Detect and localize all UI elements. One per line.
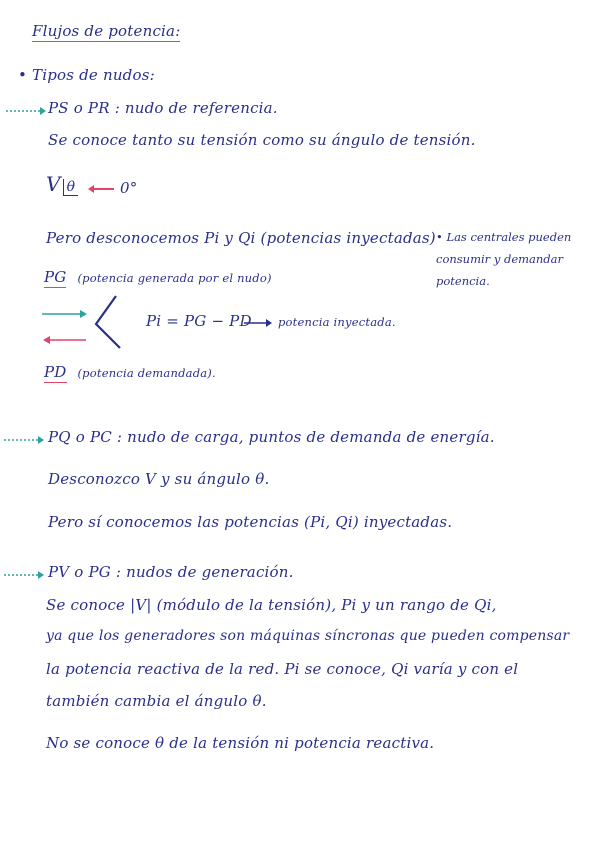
pi-equation: Pi = PG − PD <box>146 312 252 330</box>
node-diagram <box>40 290 130 350</box>
pv-line3: la potencia reactiva de la red. Pi se conoce, Qi varía y con el <box>46 660 519 678</box>
pr-line1: Se conoce tanto su tensión como su ángulo de tensión. <box>48 131 476 149</box>
pv-line5: No se conoce θ de la tensión ni potencia reactiva. <box>46 734 435 752</box>
arrow-to-result <box>244 318 272 328</box>
pq-line1: Desconozco V y su ángulo θ. <box>48 470 270 488</box>
arrow-pr <box>6 106 46 116</box>
pg-line: PG (potencia generada por el nudo) <box>44 268 272 286</box>
zero-degree: 0° <box>120 179 138 197</box>
pr-heading: PS o PR : nudo de referencia. <box>48 99 278 117</box>
v-angle-expression: V θ <box>46 172 78 196</box>
page-title: Flujos de potencia: <box>32 22 181 40</box>
pv-line1: Se conoce |V| (módulo de la tensión), Pi y un rango de Qi, <box>46 596 497 614</box>
arrow-pq <box>4 435 44 445</box>
pr-line2: Pero desconocemos Pi y Qi (potencias inyectadas) <box>46 229 436 247</box>
tipos-heading: • Tipos de nudos: <box>18 66 155 84</box>
pv-heading: PV o PG : nudos de generación. <box>48 563 294 581</box>
pq-heading: PQ o PC : nudo de carga, puntos de demanda de energía. <box>48 428 495 446</box>
eq-result: potencia inyectada. <box>278 315 396 329</box>
arrow-red-left <box>88 184 114 194</box>
arrow-pv <box>4 570 44 580</box>
pv-line2: ya que los generadores son máquinas síncronas que pueden compensar <box>46 628 570 644</box>
pv-line4: también cambia el ángulo θ. <box>46 692 267 710</box>
pq-line2: Pero sí conocemos las potencias (Pi, Qi) inyectadas. <box>48 513 453 531</box>
side-note: • Las centrales pueden consumir y demandar potencia. <box>436 230 572 288</box>
pd-line: PD (potencia demandada). <box>44 363 216 381</box>
